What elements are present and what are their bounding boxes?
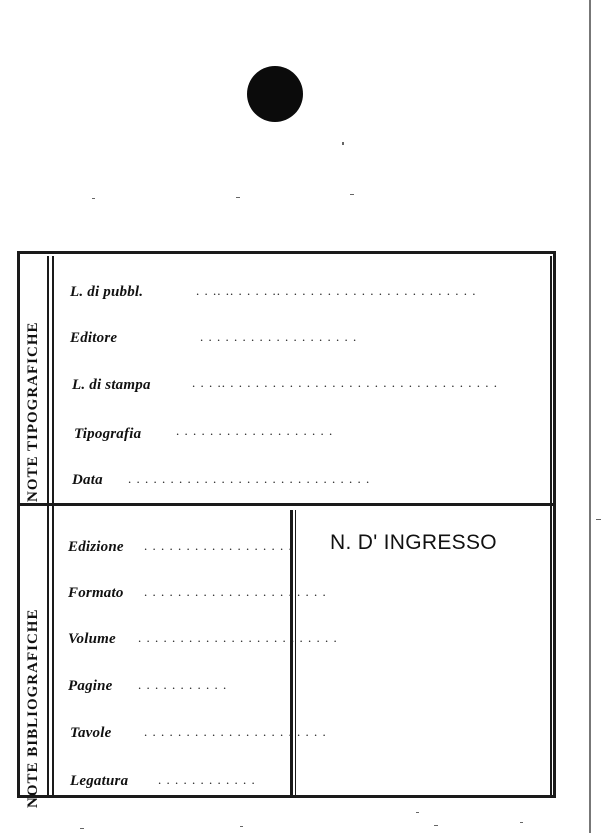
speck <box>342 142 344 145</box>
dotted-line: . . . . . . . . . . . . . . . . . . . <box>200 329 358 344</box>
section-divider <box>20 503 553 506</box>
note-tipografiche-label: NOTE TIPOGRAFICHE <box>25 321 41 502</box>
dotted-line: . . . . . . . . . . . <box>138 677 228 692</box>
label-column-divider-inner <box>52 256 54 796</box>
field-label-volume: Volume <box>68 631 116 647</box>
punch-hole <box>247 66 303 122</box>
speck <box>80 828 84 829</box>
speck <box>236 197 240 198</box>
field-label-luogo-pubblicazione: L. di pubbl. <box>70 284 144 300</box>
field-label-tipografia: Tipografia <box>74 426 142 442</box>
speck <box>434 825 438 826</box>
field-label-data: Data <box>72 472 103 488</box>
dotted-line: . . . . . . . . . . . . . . . . . . <box>144 538 293 553</box>
speck <box>92 198 95 199</box>
field-label-luogo-stampa: L. di stampa <box>72 377 151 393</box>
speck <box>596 519 601 520</box>
dotted-line: . . . .. . . . . . . . . . . . . . . . . . . . . . . . . . . . . . . . . <box>192 375 498 390</box>
dotted-line: . . . . . . . . . . . . . . . . . . . . . . . . . . . . . <box>128 471 371 486</box>
field-label-tavole: Tavole <box>70 725 112 741</box>
note-bibliografiche-label: NOTE BIBLIOGRAFICHE <box>25 608 41 808</box>
speck <box>416 812 419 813</box>
dotted-line: . . . . . . . . . . . . . . . . . . . . . . <box>144 724 327 739</box>
dotted-line: . . . . . . . . . . . . <box>158 772 256 787</box>
numero-ingresso-label: N. D' INGRESSO <box>330 531 497 554</box>
speck <box>350 194 354 195</box>
field-label-legatura: Legatura <box>70 773 129 789</box>
dotted-line: . . . . . . . . . . . . . . . . . . . . . . . . <box>138 630 338 645</box>
dotted-line: . . . . . . . . . . . . . . . . . . . <box>176 423 334 438</box>
field-label-pagine: Pagine <box>68 678 113 694</box>
field-label-formato: Formato <box>68 585 124 601</box>
label-column-divider <box>47 256 49 796</box>
speck <box>240 826 243 827</box>
dotted-line: . . . . . . . . . . . . . . . . . . . . . . <box>144 584 327 599</box>
page-edge <box>589 0 591 833</box>
field-label-edizione: Edizione <box>68 539 124 555</box>
ingresso-divider-inner <box>295 510 296 796</box>
right-inner-border <box>550 256 552 796</box>
speck <box>520 822 523 823</box>
field-label-editore: Editore <box>70 330 118 346</box>
dotted-line: . . .. .. . . . . .. . . . . . . . . . . . . . . . . . . . . . . . <box>196 283 477 298</box>
